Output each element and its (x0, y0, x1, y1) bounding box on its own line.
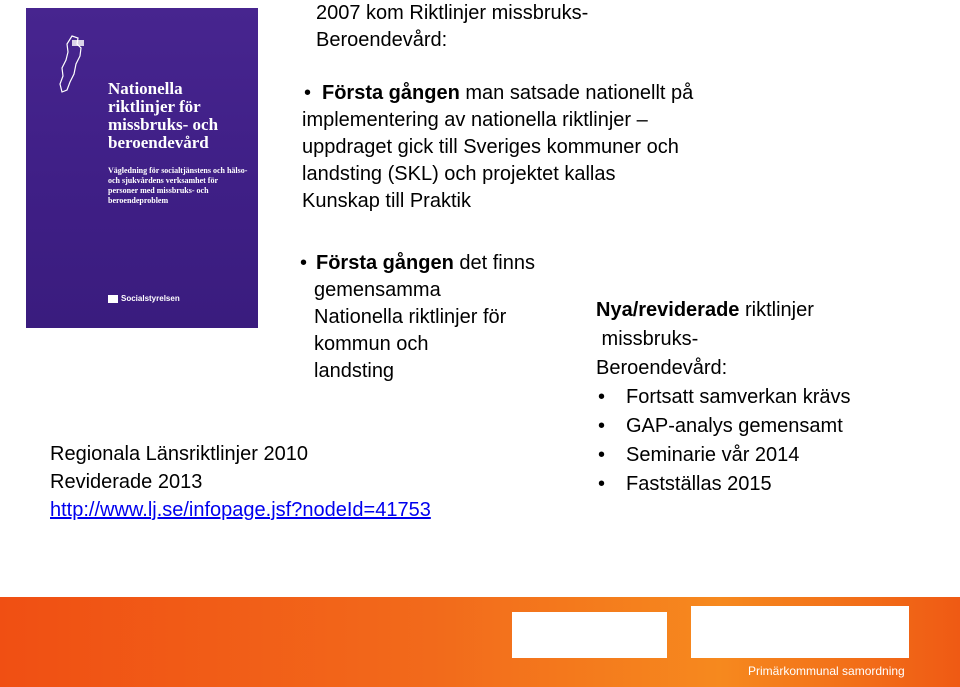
footer-label: Primärkommunal samordning (748, 664, 905, 678)
first-national-bullet (302, 80, 693, 215)
footer-logo-box-right (691, 606, 909, 658)
list-item: • Fastställas 2015 (596, 470, 851, 499)
page-heading (316, 0, 588, 54)
bullet1-line-1: man satsade nationellt på (459, 82, 694, 104)
cover-publisher (108, 294, 180, 303)
bullet1-line-4: landsting (SKL) och projektet kallas (302, 163, 616, 185)
revised-line-2: missbruks- (596, 328, 699, 350)
list-item: • Seminarie vår 2014 (596, 441, 851, 470)
bullet1-line-5: Kunskap till Praktik (302, 190, 471, 212)
heading-line-2: Beroendevård: (316, 29, 448, 51)
list-item: • GAP-analys gemensamt (596, 412, 851, 441)
bold-phrase: Första gången (322, 82, 460, 104)
book-cover-image (26, 8, 258, 328)
bold-phrase: Första gången (316, 252, 454, 274)
sweden-map-icon (50, 34, 88, 94)
bullet-item (302, 80, 693, 107)
bold-phrase: Nya/reviderade (596, 299, 740, 321)
bullet2-line-5: landsting (314, 360, 395, 382)
bullet2-line-1: det finns (453, 252, 535, 274)
revised-title-rest: riktlinjer (739, 299, 814, 321)
bullet1-line-2: implementering av nationella riktlinjer – (302, 109, 648, 131)
bullet2-line-2: gemensamma (314, 279, 441, 301)
regional-line-1: Regionala Länsriktlinjer 2010 (50, 443, 308, 465)
cover-subtitle: Vägledning för socialtjänstens och hälso- och sjukvårdens verksamhet för personer med missbruks- och beroendeproblem (108, 166, 248, 205)
bullet1-line-3: uppdraget gick till Sveriges kommuner och (302, 136, 679, 158)
cover-title: Nationella riktlinjer för missbruks- och beroendevård (108, 79, 219, 152)
bullet2-line-4: kommun och (314, 333, 429, 355)
infopage-link[interactable]: http://www.lj.se/infopage.jsf?nodeId=41753 (50, 499, 431, 521)
revised-line-3: Beroendevård: (596, 357, 728, 379)
revised-list (596, 383, 851, 499)
bullet-continuation (302, 107, 693, 215)
list-item: • Fortsatt samverkan krävs (596, 383, 851, 412)
revised-guidelines (596, 296, 851, 499)
publisher-name: Socialstyrelsen (121, 294, 180, 303)
bullet2-line-3: Nationella riktlinjer för (314, 306, 507, 328)
common-guidelines-bullet (298, 250, 535, 385)
publisher-logo-icon (108, 295, 118, 303)
regional-line-2: Reviderade 2013 (50, 471, 203, 493)
footer-logo-box-left (512, 612, 667, 658)
heading-line-1: 2007 kom Riktlinjer missbruks- (316, 2, 589, 24)
regional-guidelines (50, 440, 431, 524)
bullet-dot: • (300, 252, 308, 274)
